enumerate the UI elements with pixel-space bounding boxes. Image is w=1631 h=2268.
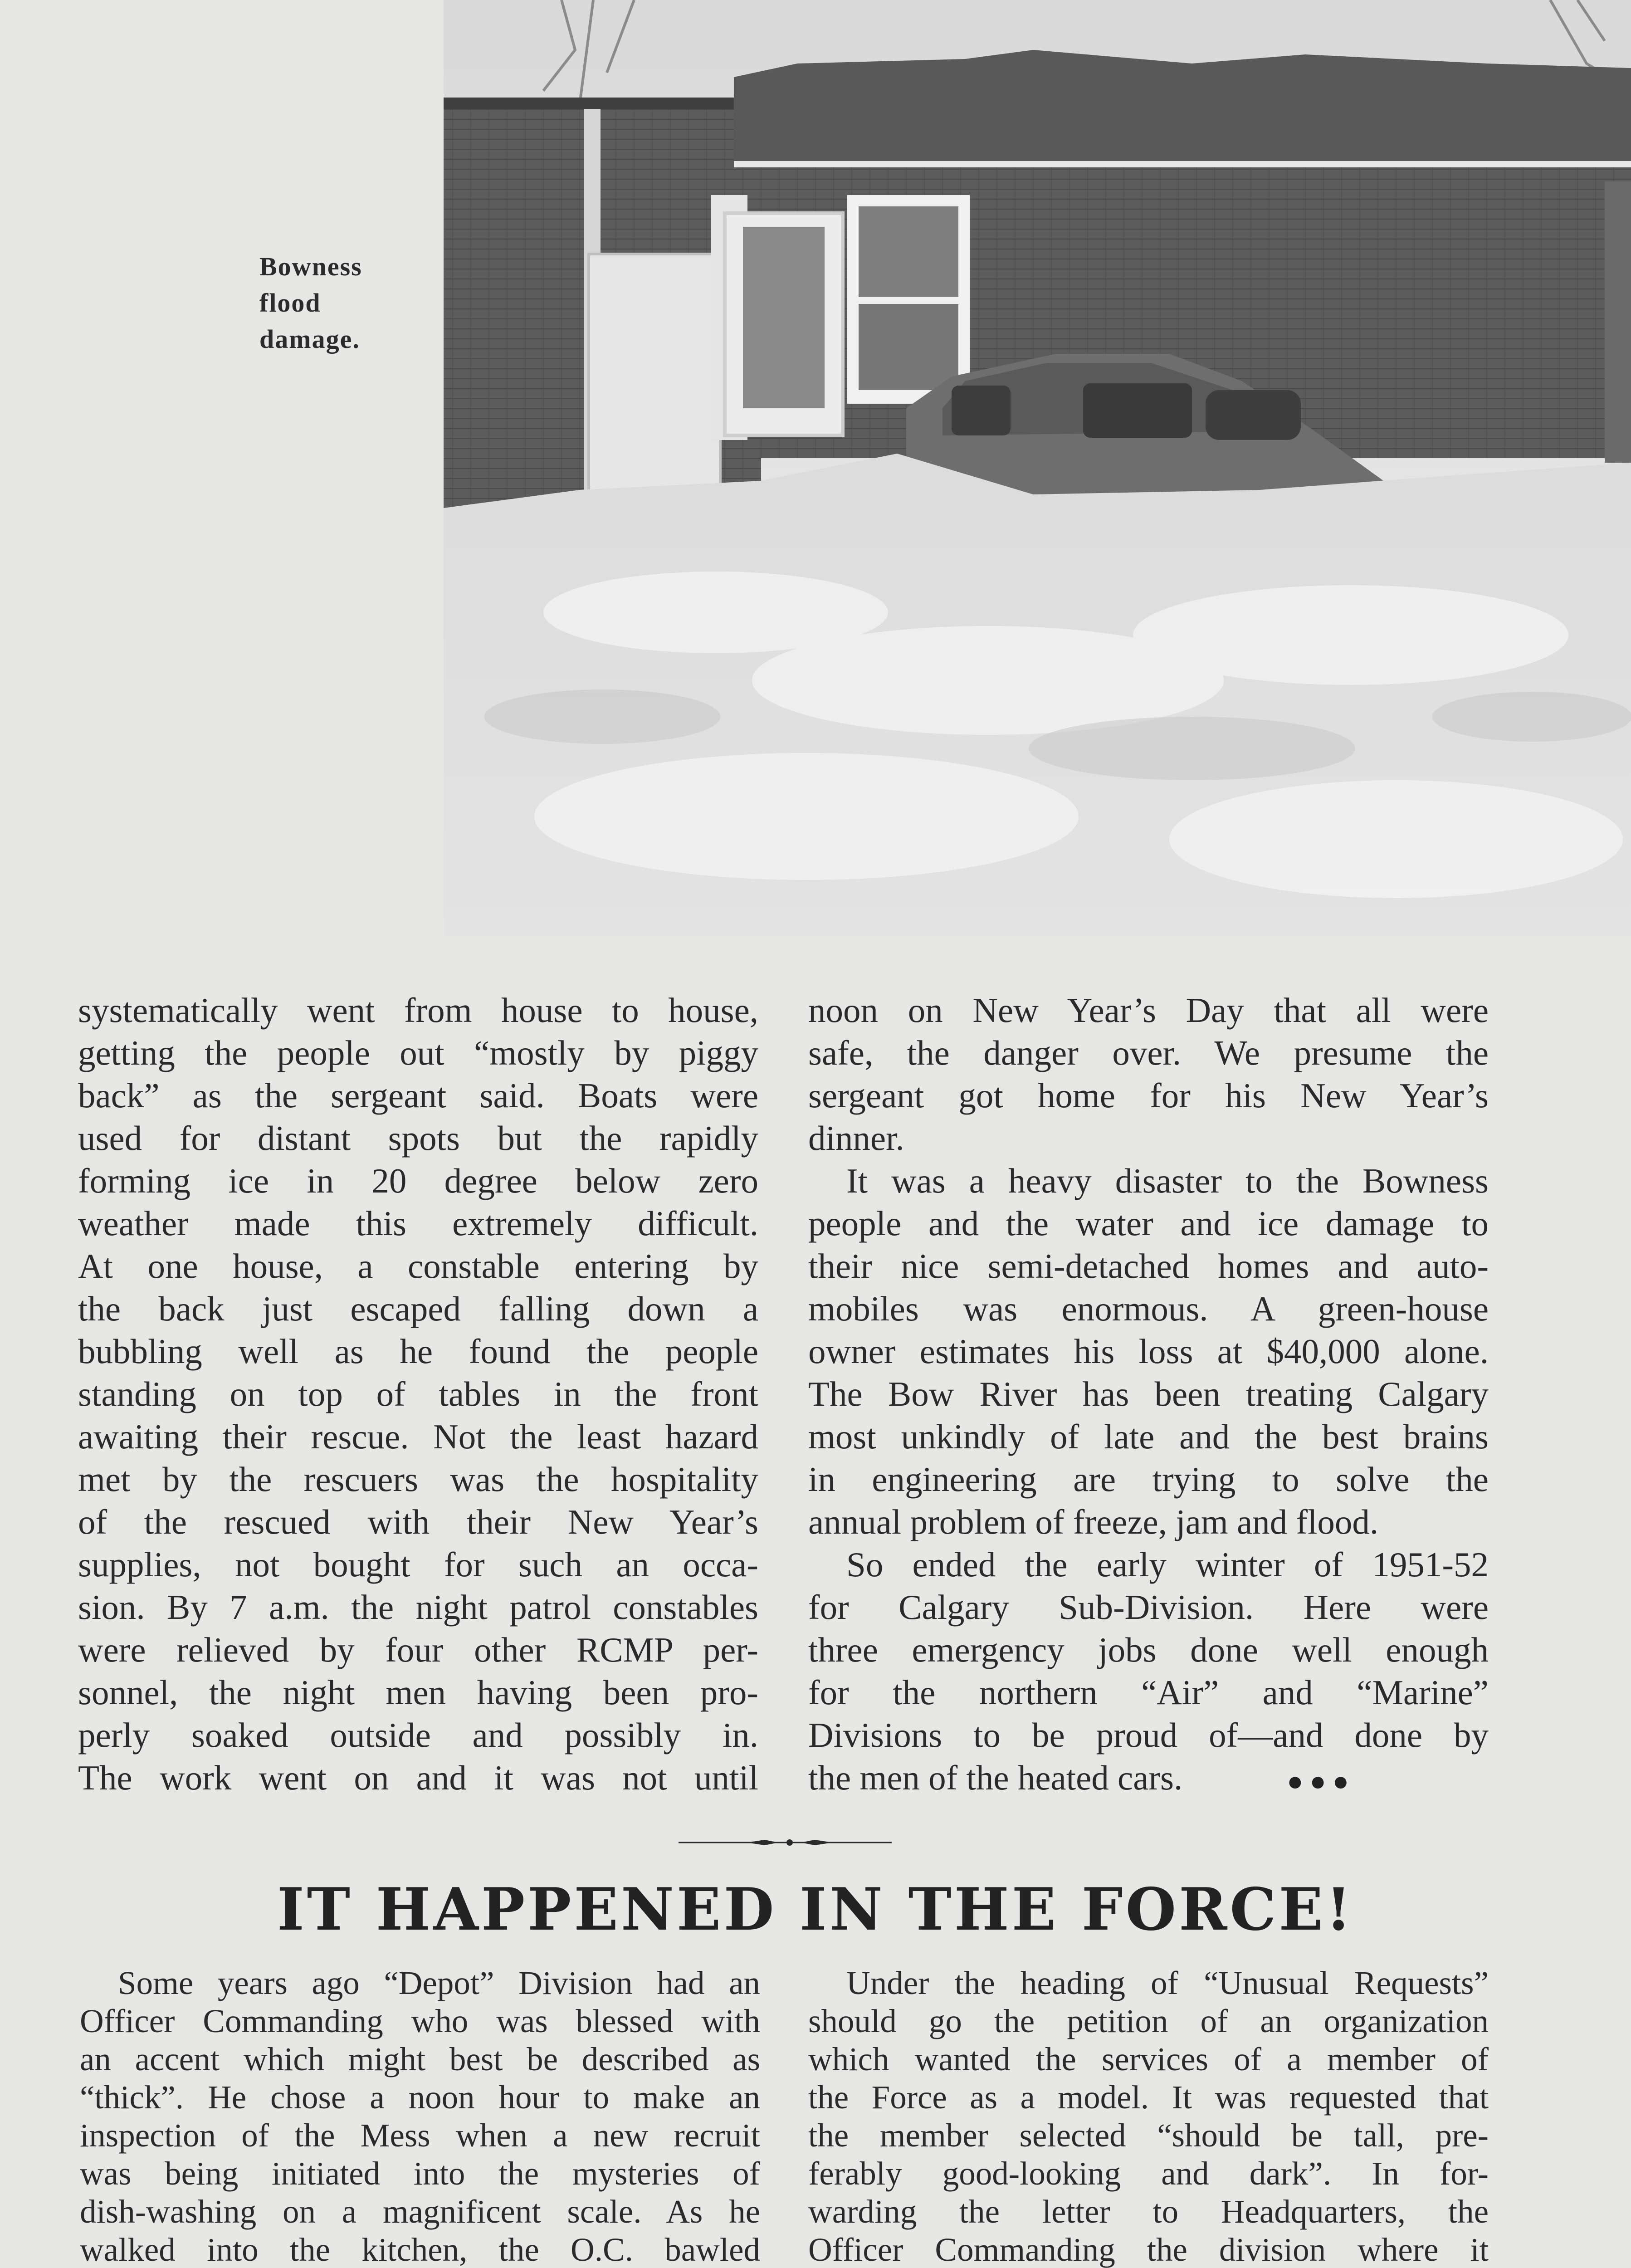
anecdote-line: which wanted the services of a member of <box>808 2041 1489 2077</box>
article-line: At one house, a constable entering by <box>78 1246 758 1286</box>
article-line: awaiting their rescue. Not the least hazard <box>78 1417 758 1456</box>
article-line: mobiles was enormous. A green-house <box>808 1289 1489 1328</box>
article-line: owner estimates his loss at $40,000 alone. <box>808 1332 1489 1371</box>
article-line: people and the water and ice damage to <box>808 1204 1489 1243</box>
article-line: noon on New Year’s Day that all were <box>808 991 1489 1030</box>
article-line: So ended the early winter of 1951-52 <box>846 1545 1489 1584</box>
article-line: the men of the heated cars. <box>808 1758 1183 1797</box>
article-line: Divisions to be proud of—and done by <box>808 1716 1489 1755</box>
article-line: standing on top of tables in the front <box>78 1374 758 1413</box>
article-line: most unkindly of late and the best brains <box>808 1417 1489 1456</box>
article-line: The Bow River has been treating Calgary <box>808 1374 1489 1413</box>
article-line: bubbling well as he found the people <box>78 1332 758 1371</box>
article-left-column <box>78 989 758 1799</box>
anecdote-line: Under the heading of “Unusual Requests” <box>846 1965 1489 2001</box>
article-line: forming ice in 20 degree below zero <box>78 1161 758 1200</box>
article-line: getting the people out “mostly by piggy <box>78 1033 758 1072</box>
anecdote-line: ferably good-looking and dark”. In for- <box>808 2155 1489 2192</box>
article-line: dinner. <box>808 1119 904 1158</box>
caption-line: damage. <box>259 324 360 354</box>
flood-damage-photo <box>444 0 1631 936</box>
caption-line: flood <box>259 288 321 318</box>
anecdote-line: was being initiated into the mysteries of <box>80 2155 760 2192</box>
article-line: perly soaked outside and possibly in. <box>78 1716 758 1755</box>
article-line: back” as the sergeant said. Boats were <box>78 1076 758 1115</box>
anecdote-line: the member selected “should be tall, pre- <box>808 2117 1489 2154</box>
anecdote-line: Some years ago “Depot” Division had an <box>118 1965 760 2001</box>
article-right-column <box>808 989 1489 1803</box>
article-line: sergeant got home for his New Year’s <box>808 1076 1489 1115</box>
anecdote-left-column <box>80 1964 760 2268</box>
article-line: for Calgary Sub-Division. Here were <box>808 1588 1489 1627</box>
article-line: The work went on and it was not until <box>78 1758 758 1797</box>
article-line: were relieved by four other RCMP per- <box>78 1630 758 1669</box>
article-line: systematically went from house to house, <box>78 991 758 1030</box>
end-of-article-marks: ●●● <box>1287 1766 1355 1797</box>
anecdote-line: Officer Commanding who was blessed with <box>80 2003 760 2039</box>
article-line: the back just escaped falling down a <box>78 1289 758 1328</box>
article-line: used for distant spots but the rapidly <box>78 1119 758 1158</box>
anecdote-right-column <box>808 1964 1489 2268</box>
anecdote-line: walked into the kitchen, the O.C. bawled <box>80 2231 760 2268</box>
anecdote-line: inspection of the Mess when a new recruit <box>80 2117 760 2154</box>
anecdote-line: warding the letter to Headquarters, the <box>808 2193 1489 2230</box>
article-line: in engineering are trying to solve the <box>808 1460 1489 1499</box>
article-line: three emergency jobs done well enough <box>808 1630 1489 1669</box>
anecdote-line: “thick”. He chose a noon hour to make an <box>80 2079 760 2116</box>
anecdote-line: an accent which might best be described as <box>80 2041 760 2077</box>
article-line: sion. By 7 a.m. the night patrol constables <box>78 1588 758 1627</box>
anecdote-line: should go the petition of an organization <box>808 2003 1489 2039</box>
caption-line: Bowness <box>259 252 362 281</box>
anecdote-line: the Force as a model. It was requested that <box>808 2079 1489 2116</box>
anecdote-line: dish-washing on a magnificent scale. As he <box>80 2193 760 2230</box>
article-line: met by the rescuers was the hospitality <box>78 1460 758 1499</box>
article-line: sonnel, the night men having been pro- <box>78 1673 758 1712</box>
article-final-line <box>808 1756 1489 1803</box>
article-line: It was a heavy disaster to the Bowness <box>846 1161 1489 1200</box>
article-line: for the northern “Air” and “Marine” <box>808 1673 1489 1712</box>
article-line: safe, the danger over. We presume the <box>808 1033 1489 1072</box>
article-line: of the rescued with their New Year’s <box>78 1502 758 1541</box>
article-line: supplies, not bought for such an occa- <box>78 1545 758 1584</box>
anecdote-line: Officer Commanding the division where it <box>808 2231 1489 2268</box>
photo-caption <box>259 249 405 357</box>
section-headline: IT HAPPENED IN THE FORCE! <box>277 1876 1354 1944</box>
article-line: weather made this extremely difficult. <box>78 1204 758 1243</box>
article-line: their nice semi-detached homes and auto- <box>808 1246 1489 1286</box>
article-line: annual problem of freeze, jam and flood. <box>808 1502 1379 1541</box>
section-divider <box>679 1837 892 1848</box>
